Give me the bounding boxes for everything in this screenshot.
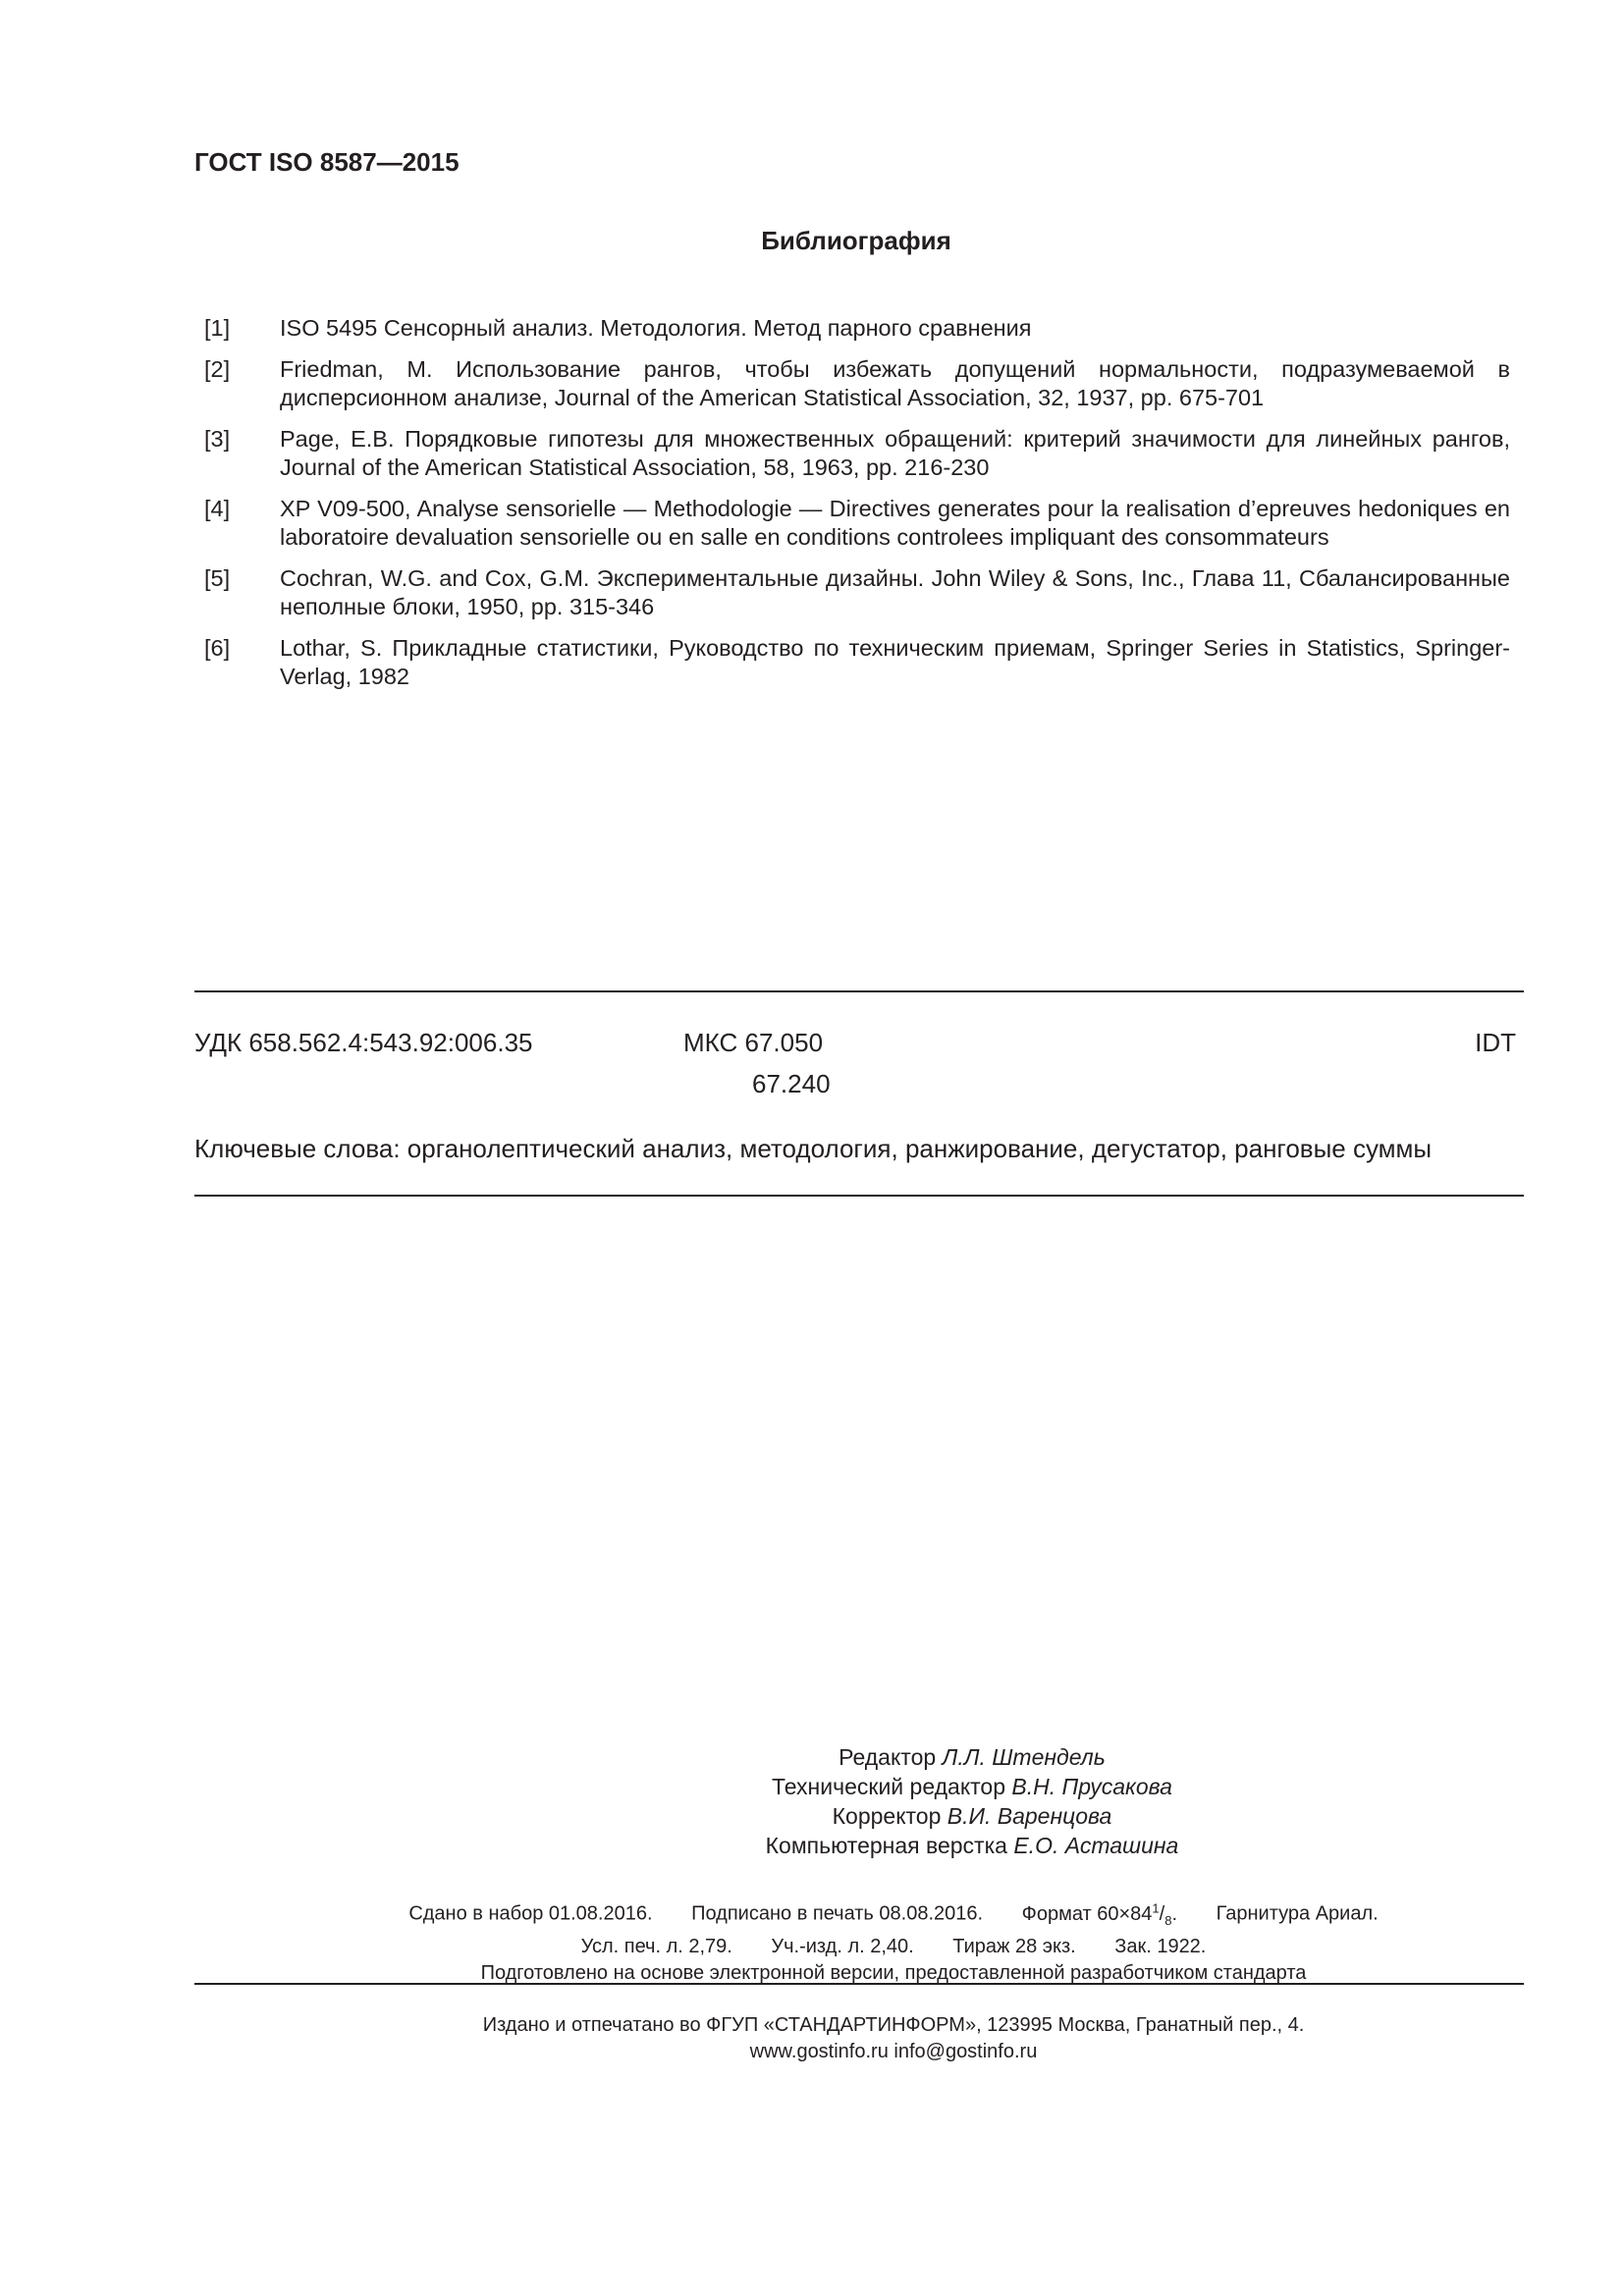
credit-role: Редактор [839, 1744, 937, 1770]
bibliography-entry [204, 425, 1510, 482]
entry-text: Friedman, M. Использование рангов, чтобы избежать допущений нормальности, подразумеваемой в дисперсионном анализе, Journal of the American Statistical Association, 32, 1937, pp. 675-701 [280, 356, 1510, 410]
credit-name: В.И. Варенцова [947, 1803, 1112, 1829]
credit-line [569, 1801, 1375, 1831]
bibliography-list [204, 314, 1510, 704]
udk-code: УДК 658.562.4:543.92:006.35 [194, 1028, 533, 1057]
credit-role: Корректор [832, 1803, 942, 1829]
bibliography-entry [204, 634, 1510, 691]
bibliography-entry [204, 495, 1510, 552]
credits-block [569, 1742, 1375, 1860]
publisher-website[interactable]: www.gostinfo.ru [749, 2041, 889, 2062]
entry-text: ISO 5495 Сенсорный анализ. Методология. Метод парного сравнения [280, 315, 1032, 341]
bibliography-entry [204, 314, 1510, 343]
imprint-format: Формат $60\times 84^1/_8$. [1021, 1900, 1177, 1928]
divider-publisher [194, 1983, 1524, 1985]
entry-number: [6] [204, 635, 231, 661]
entry-number: [3] [204, 426, 231, 452]
idt-label: IDT [1475, 1028, 1516, 1057]
entry-text: Lothar, S. Прикладные статистики, Руководство по техническим приемам, Springer Series in Statistics, Springer-Verlag, 1982 [280, 635, 1510, 689]
publisher-email[interactable]: info@gostinfo.ru [893, 2041, 1038, 2062]
credit-line [569, 1772, 1375, 1801]
imprint-line [295, 1895, 1492, 1934]
imprint-tirazh: Тираж 28 экз. [952, 1935, 1076, 1957]
bibliography-entry [204, 355, 1510, 412]
credit-name: В.Н. Прусакова [1011, 1774, 1172, 1799]
credit-name: Е.О. Асташина [1013, 1833, 1179, 1858]
entry-number: [5] [204, 565, 231, 591]
entry-text: XP V09-500, Analyse sensorielle — Methodologie — Directives generates pour la realisation d’epreuves hedoniques en laboratoire devaluation sensorielle ou en salle en conditions controlees impliquant des consommateurs [280, 496, 1510, 550]
entry-text: Cochran, W.G. and Cox, G.M. Экспериментальные дизайны. John Wiley & Sons, Inc., Глава 11, Сбалансированные неполные блоки, 1950, pp. 315-346 [280, 565, 1510, 619]
imprint-sent: Сдано в набор 01.08.2016. [408, 1902, 653, 1925]
credit-role: Технический редактор [772, 1774, 1006, 1799]
credit-line [569, 1742, 1375, 1772]
imprint-usl: Усл. печ. л. 2,79. [580, 1935, 732, 1957]
mks-code-secondary: 67.240 [752, 1069, 831, 1098]
imprint-prepared: Подготовлено на основе электронной версии, предоставленной разработчиком стандарта [480, 1961, 1307, 1984]
divider-keywords [194, 1195, 1524, 1197]
imprint-uch: Уч.-изд. л. 2,40. [771, 1935, 914, 1957]
mks-code: МКС 67.050 [683, 1028, 824, 1057]
imprint-block [295, 1895, 1492, 1987]
entry-number: [1] [204, 315, 231, 341]
credit-line [569, 1831, 1375, 1860]
entry-text: Page, E.B. Порядковые гипотезы для множественных обращений: критерий значимости для линейных рангов, Journal of the American Statistical Association, 58, 1963, pp. 216-230 [280, 426, 1510, 480]
entry-number: [4] [204, 496, 231, 521]
keywords: Ключевые слова: органолептический анализ, методология, ранжирование, дегустатор, ранговые суммы [194, 1134, 1433, 1163]
imprint-signed: Подписано в печать 08.08.2016. [691, 1902, 984, 1925]
bibliography-title: Библиография [761, 226, 951, 255]
imprint-zak: Зак. 1922. [1114, 1935, 1207, 1957]
divider-top [194, 990, 1524, 992]
publisher-address: Издано и отпечатано во ФГУП «СТАНДАРТИНФОРМ», 123995 Москва, Гранатный пер., 4. [482, 2014, 1305, 2036]
bibliography-entry [204, 564, 1510, 621]
imprint-font: Гарнитура Ариал. [1216, 1902, 1379, 1925]
credit-name: Л.Л. Штендель [942, 1744, 1106, 1770]
entry-number: [2] [204, 356, 231, 382]
document-header: ГОСТ ISO 8587—2015 [194, 147, 460, 177]
imprint-line [295, 1934, 1492, 1960]
credit-role: Компьютерная верстка [765, 1833, 1007, 1858]
publisher-contacts [295, 2039, 1492, 2065]
publisher-block [295, 2012, 1492, 2065]
